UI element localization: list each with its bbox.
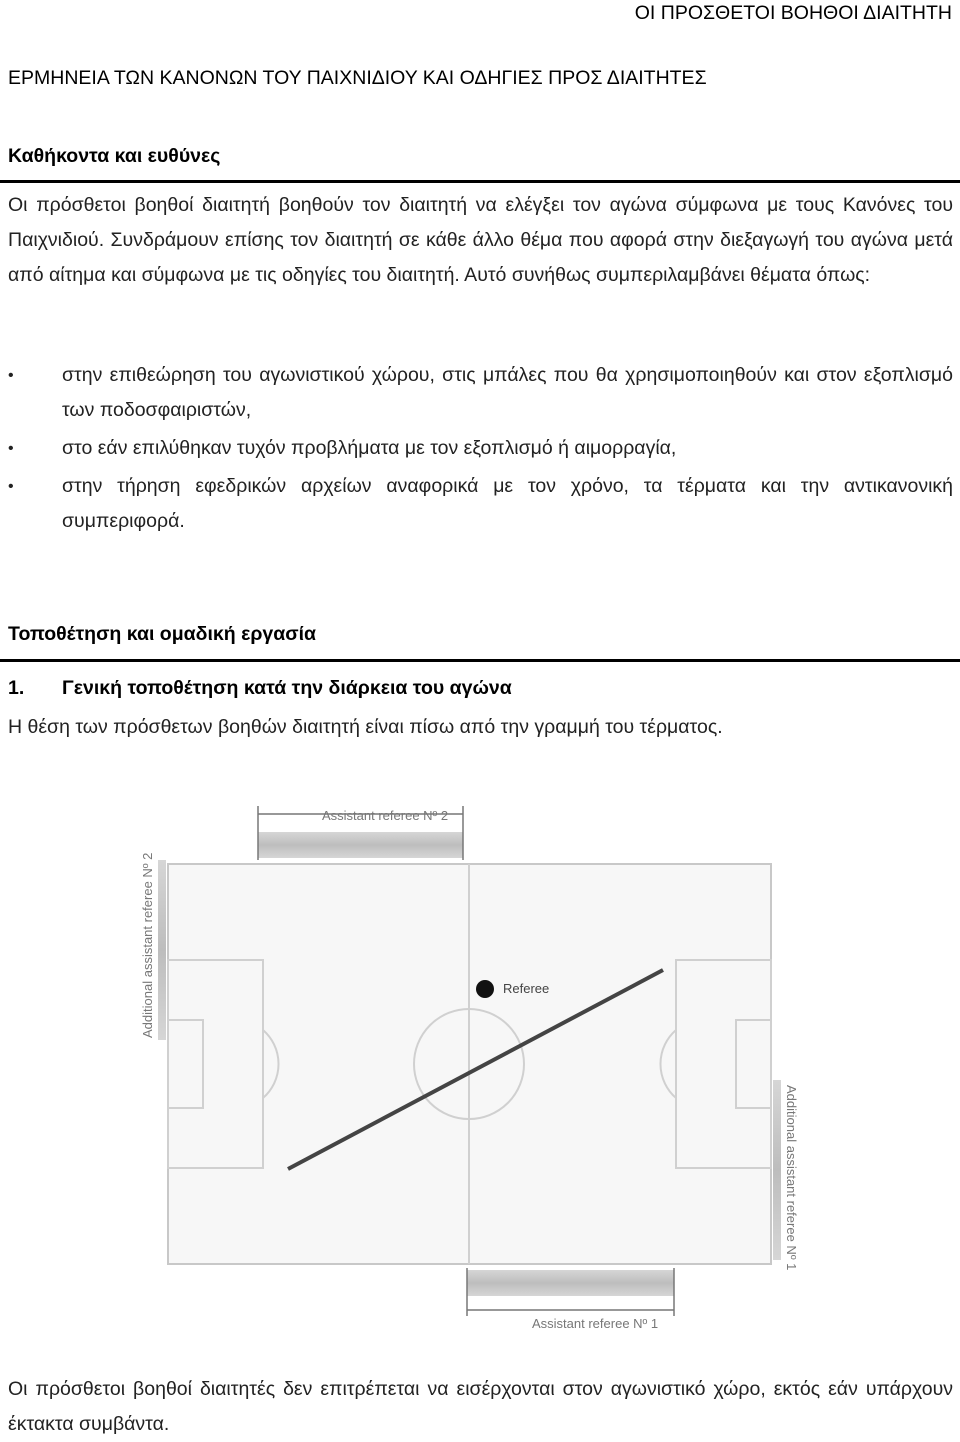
section-heading-positioning: Τοποθέτηση και ομαδική εργασία bbox=[8, 623, 316, 645]
running-header: ΟΙ ΠΡΟΣΘΕΤΟΙ ΒΟΗΘΟΙ ΔΙΑΙΤΗΤΗ bbox=[634, 2, 952, 24]
aar1-zone-bar bbox=[773, 1080, 781, 1260]
section-heading-duties: Καθήκοντα και ευθύνες bbox=[8, 145, 221, 167]
subsection-number: 1. bbox=[8, 677, 25, 699]
section-divider bbox=[0, 659, 960, 662]
positioning-text: Η θέση των πρόσθετων βοηθών διαιτητή είναι πίσω από την γραμμή του τέρματος. bbox=[8, 716, 723, 738]
section-divider bbox=[0, 180, 960, 183]
referee-marker bbox=[476, 980, 494, 998]
bullet-icon: • bbox=[8, 367, 14, 384]
aar1-label: Additional assistant referee Nº 1 bbox=[784, 1085, 799, 1271]
list-item: • στην τήρηση εφεδρικών αρχείων αναφορικά με τον χρόνο, τα τέρματα και την αντικανονική συμπεριφορά. bbox=[8, 469, 953, 539]
aar2-label: Additional assistant referee Nº 2 bbox=[140, 852, 155, 1038]
document-title: ΕΡΜΗΝΕΙΑ ΤΩΝ ΚΑΝΟΝΩΝ ΤΟΥ ΠΑΙΧΝΙΔΙΟΥ ΚΑΙ ΟΔΗΓΙΕΣ ΠΡΟΣ ΔΙΑΙΤΗΤΕΣ bbox=[8, 67, 707, 89]
footer-paragraph: Οι πρόσθετοι βοηθοί διαιτητές δεν επιτρέπεται να εισέρχονται στον αγωνιστικό χώρο, εκτός εάν υπάρχουν έκτακτα συμβάντα. bbox=[8, 1378, 953, 1435]
list-item: • στην επιθεώρηση του αγωνιστικού χώρου, στις μπάλες που θα χρησιμοποιηθούν και στον εξοπλισμό των ποδοσφαιριστών, bbox=[8, 358, 953, 428]
bullet-icon: • bbox=[8, 478, 14, 495]
list-item: • στο εάν επιλύθηκαν τυχόν προβλήματα με τον εξοπλισμό ή αιμορραγία, bbox=[8, 431, 953, 466]
subsection-heading bbox=[8, 677, 512, 700]
bullet-icon: • bbox=[8, 440, 14, 457]
duties-bullet-list bbox=[8, 358, 953, 542]
referee-label: Referee bbox=[503, 981, 550, 996]
ar2-label: Assistant referee Nº 2 bbox=[322, 808, 449, 823]
duties-paragraph: Οι πρόσθετοι βοηθοί διαιτητή βοηθούν τον διαιτητή να ελέγξει τον αγώνα σύμφωνα με τους Κανόνες του Παιχνιδιού. Συνδράμουν επίσης τον διαιτητή σε κάθε άλλο θέμα που αφορά στην διεξαγωγή του αγώνα μετά από αίτημα και σύμφωνα με τις οδηγίες του διαιτητή. Αυτό συνήθως συμπεριλαμβάνει θέματα όπως: bbox=[8, 194, 953, 286]
aar2-zone-bar bbox=[158, 860, 166, 1040]
subsection-title: Γενική τοποθέτηση κατά την διάρκεια του αγώνα bbox=[62, 677, 512, 699]
ar2-zone-bar bbox=[258, 832, 463, 858]
ar1-label: Assistant referee Nº 1 bbox=[532, 1316, 659, 1331]
ar1-zone-bar bbox=[467, 1270, 674, 1296]
pitch-positioning-diagram bbox=[0, 780, 960, 1340]
